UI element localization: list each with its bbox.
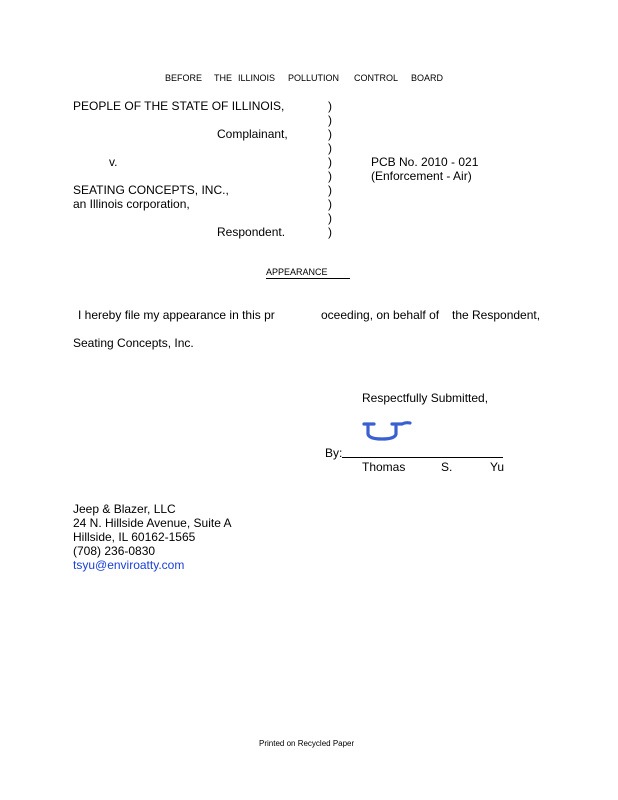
case-type: (Enforcement - Air)	[371, 169, 472, 183]
closing-text: Respectfully Submitted,	[362, 391, 489, 405]
plaintiff-name: PEOPLE OF THE STATE OF ILLINOIS,	[73, 99, 285, 113]
case-number: PCB No. 2010 - 021	[371, 155, 479, 169]
document-title: APPEARANCE	[266, 267, 328, 277]
caption-paren: )	[328, 141, 332, 155]
signature-line	[342, 457, 503, 458]
body-line-1-part-2: oceeding, on behalf of	[321, 308, 440, 322]
firm-phone: (708) 236-0830	[73, 544, 156, 558]
caption-paren: )	[328, 225, 332, 239]
caption-paren: )	[328, 127, 332, 141]
title-underline	[266, 278, 350, 279]
signer-middle-initial: S.	[441, 460, 453, 474]
firm-street: 24 N. Hillside Avenue, Suite A	[73, 516, 232, 530]
signer-last-name: Yu	[490, 460, 505, 474]
caption-paren: )	[328, 197, 332, 211]
header-word-pollution: POLLUTION	[288, 73, 340, 83]
caption-paren: )	[328, 113, 332, 127]
firm-name: Jeep & Blazer, LLC	[73, 502, 176, 516]
defendant-name: SEATING CONCEPTS, INC.,	[73, 183, 229, 197]
defendant-description: an Illinois corporation,	[73, 197, 190, 211]
by-label: By:	[325, 446, 343, 460]
header-word-board: BOARD	[411, 73, 444, 83]
versus-label: v.	[109, 155, 118, 169]
caption-paren: )	[328, 183, 332, 197]
footer-note: Printed on Recycled Paper	[259, 739, 355, 748]
respondent-label: Respondent.	[217, 225, 286, 239]
caption-paren: )	[328, 155, 332, 169]
body-line-1-part-3: the Respondent,	[452, 308, 541, 322]
firm-city: Hillside, IL 60162-1565	[73, 530, 196, 544]
complainant-label: Complainant,	[217, 127, 288, 141]
handwritten-signature	[362, 420, 412, 442]
header-word-before: BEFORE	[165, 73, 203, 83]
body-line-2: Seating Concepts, Inc.	[73, 336, 194, 350]
header-word-control: CONTROL	[354, 73, 399, 83]
firm-email-link[interactable]: tsyu@enviroatty.com	[73, 558, 185, 572]
caption-paren: )	[328, 169, 332, 183]
signer-first-name: Thomas	[362, 460, 406, 474]
caption-paren: )	[328, 99, 332, 113]
body-line-1-part-1: I hereby file my appearance in this pr	[78, 308, 275, 322]
header-word-the: THE	[214, 73, 232, 83]
header-word-illinois: ILLINOIS	[238, 73, 276, 83]
caption-paren: )	[328, 211, 332, 225]
